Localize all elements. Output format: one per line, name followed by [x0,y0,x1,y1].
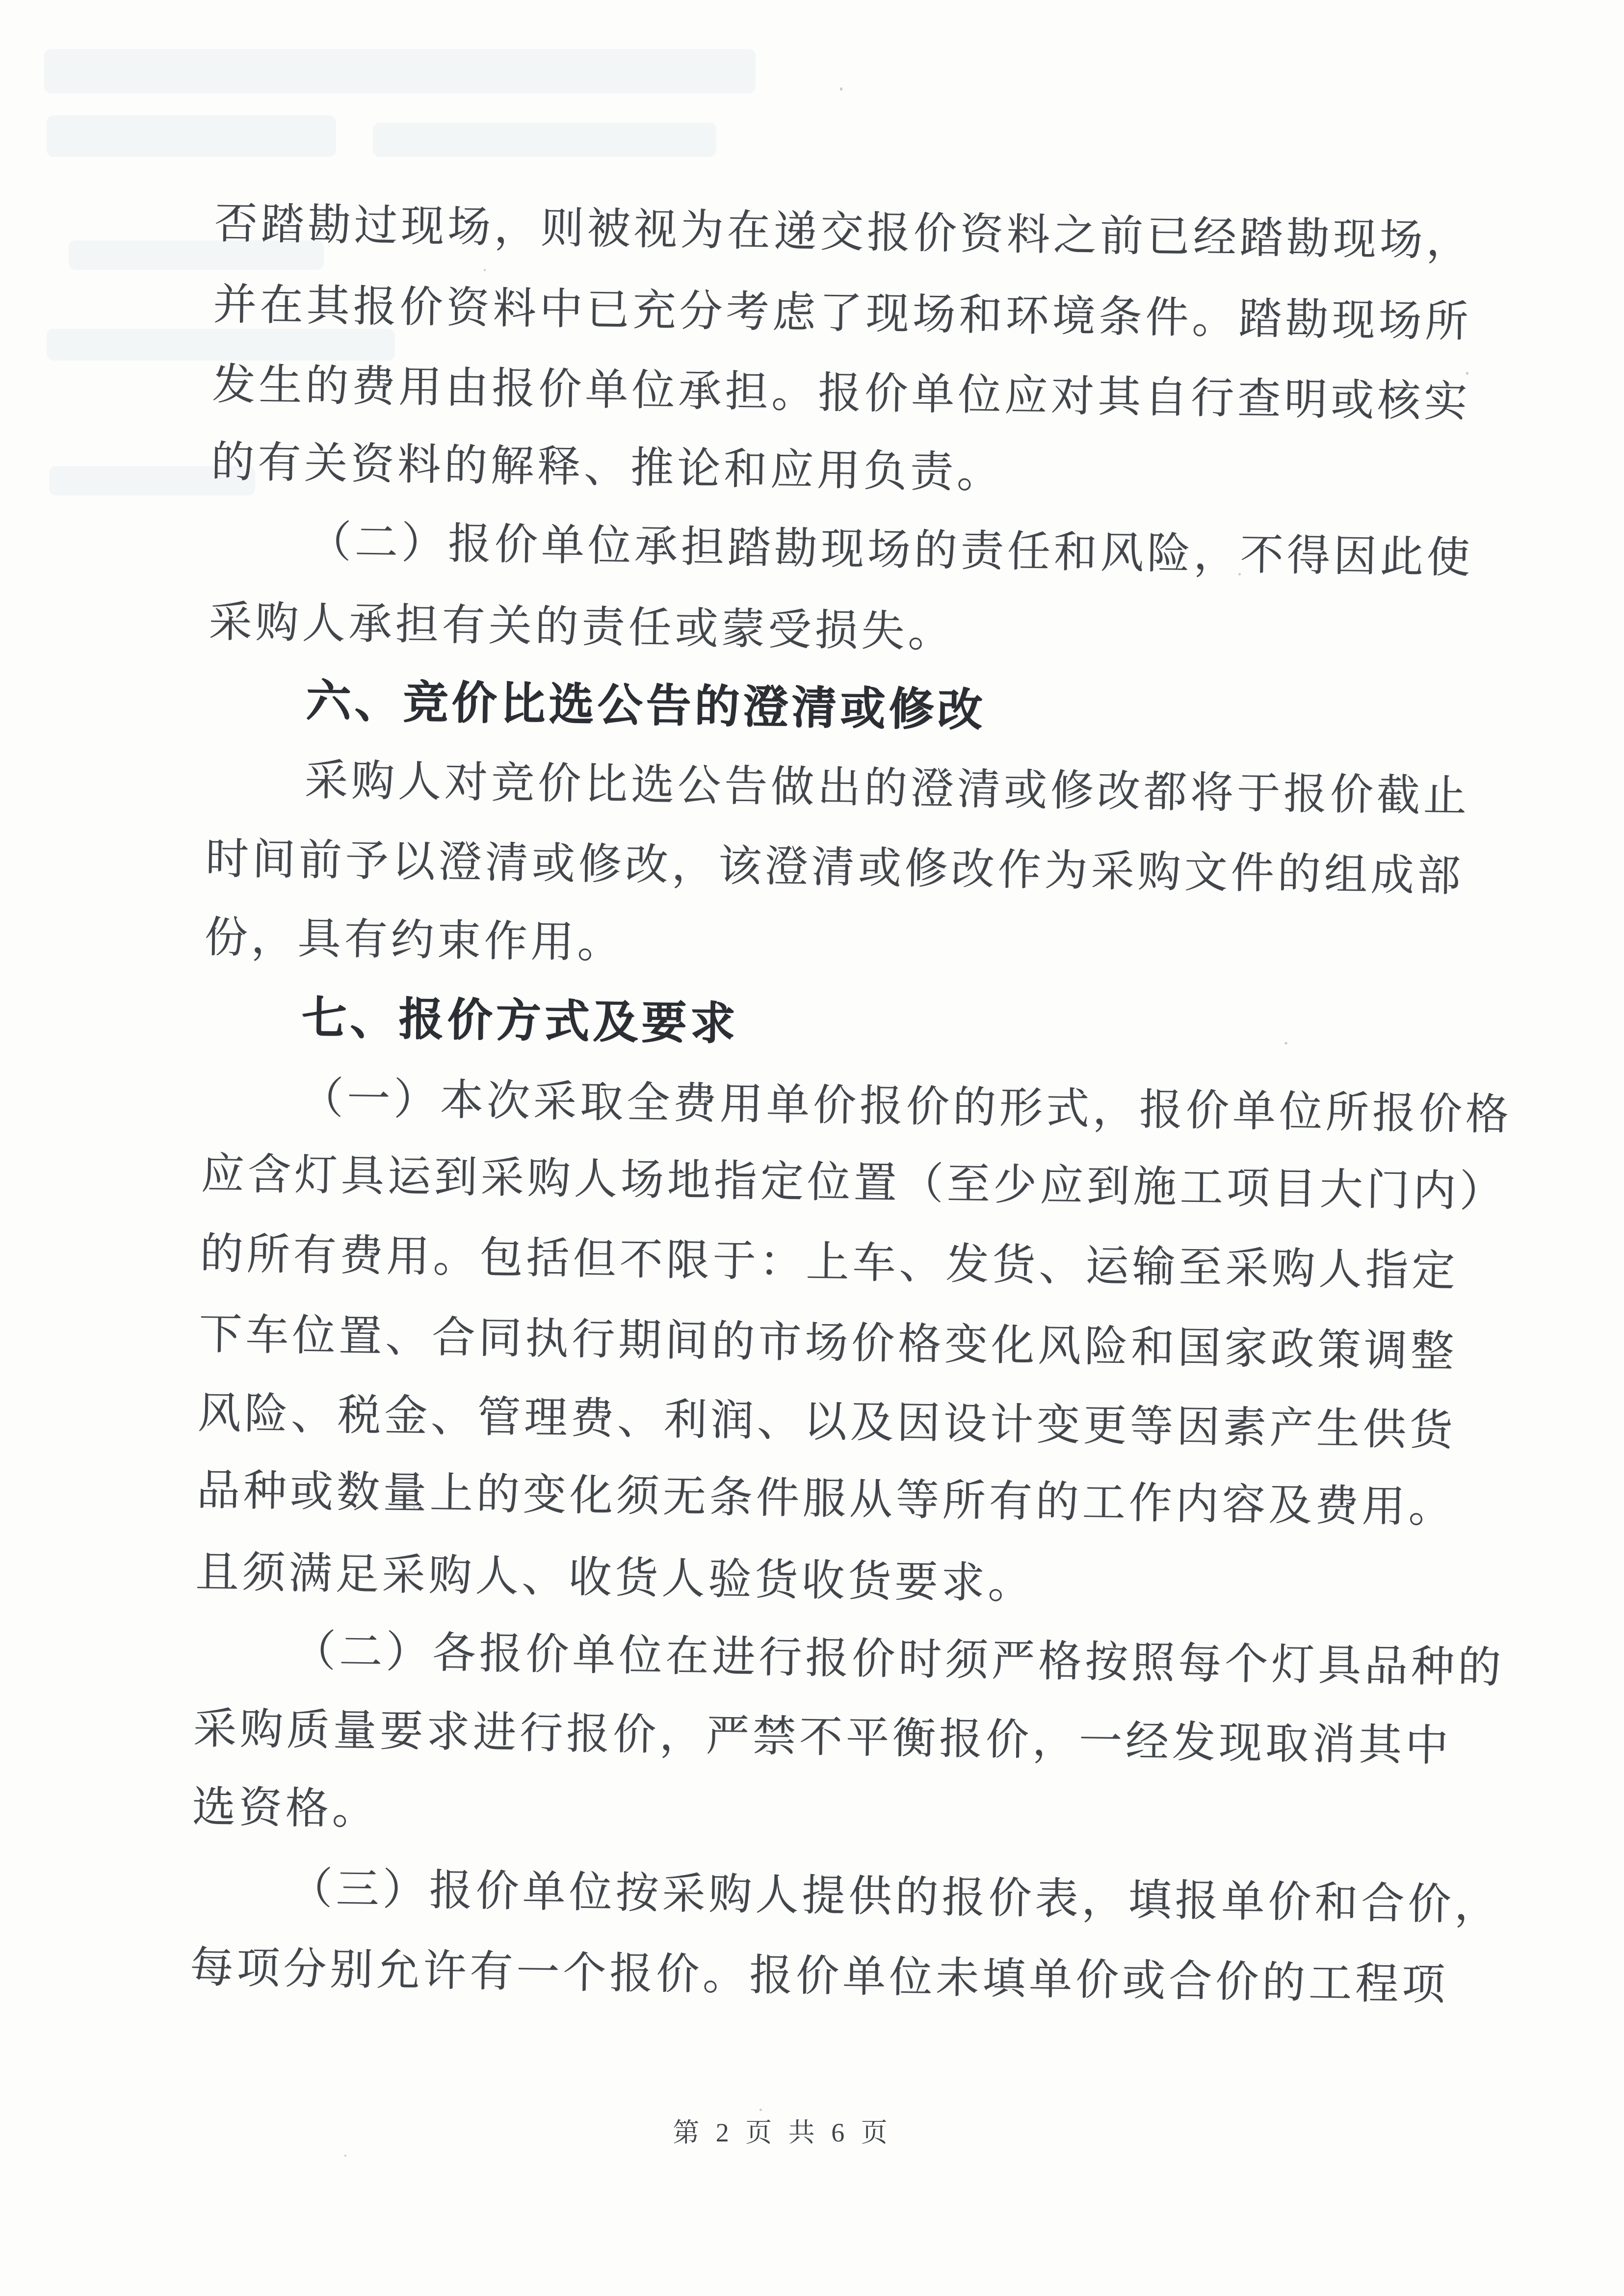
text-line: 且须满足采购人、收货人验货收货要求。 [195,1548,1035,1608]
text-line: 应含灯具运到采购人场地指定位置（至少应到施工项目大门内） [201,1150,1507,1216]
text-line: 时间前予以澄清或修改，该澄清或修改作为采购文件的组成部 [205,835,1465,901]
text-line: 采购人对竞价比选公告做出的澄清或修改都将于报价截止 [304,757,1470,821]
page-footer [0,2115,1595,2150]
section-heading: 六、竞价比选公告的澄清或修改 [305,676,986,736]
text-line: 发生的费用由报价单位承担。报价单位应对其自行查明或核实 [211,361,1471,426]
scan-bleedthrough-artifact [44,49,756,93]
section-heading: 七、报价方式及要求 [301,992,739,1049]
text-line: 并在其报价资料中已充分考虑了现场和环境条件。踏勘现场所 [212,281,1472,347]
text-line: 否踏勘过现场，则被视为在递交报价资料之前已经踏勘现场， [214,200,1473,265]
text-line: 每项分别允许有一个报价。报价单位未填单价或合价的工程项 [189,1944,1449,2009]
text-line: 采购质量要求进行报价，严禁不平衡报价，一经发现取消其中 [193,1705,1452,1771]
text-line: 份，具有约束作用。 [204,913,625,967]
text-line: 下车位置、合同执行期间的市场价格变化风险和国家政策调整 [198,1311,1458,1377]
scan-bleedthrough-artifact [47,115,336,157]
text-line: （一）本次采取全费用单价报价的形式，报价单位所报价格 [300,1074,1513,1140]
text-line: 采购人承担有关的责任或蒙受损失。 [208,598,955,657]
document-text-block [189,185,1540,2025]
text-line: （二）各报价单位在进行报价时须严格按照每个灯具品种的 [292,1627,1505,1693]
text-line: （二）报价单位承担踏勘现场的责任和风险，不得因此使 [308,518,1474,582]
scan-speck [760,2109,762,2111]
text-line: 风险、税金、管理费、利润、以及因设计变更等因素产生供货 [197,1389,1457,1455]
text-line: 的所有费用。包括但不限于：上车、发货、运输至采购人指定 [199,1230,1459,1296]
scan-bleedthrough-artifact [373,123,716,157]
text-line: （三）报价单位按采购人提供的报价表，填报单价和合价， [288,1865,1501,1930]
page-number: 第 2 页 共 6 页 [673,2118,892,2147]
text-line: 品种或数量上的变化须无条件服从等所有的工作内容及费用。 [196,1466,1456,1532]
scan-speck [840,87,842,91]
text-line: 的有关资料的解释、推论和应用负责。 [210,439,1004,497]
text-line: 选资格。 [192,1783,379,1834]
scan-speck [344,2155,346,2157]
